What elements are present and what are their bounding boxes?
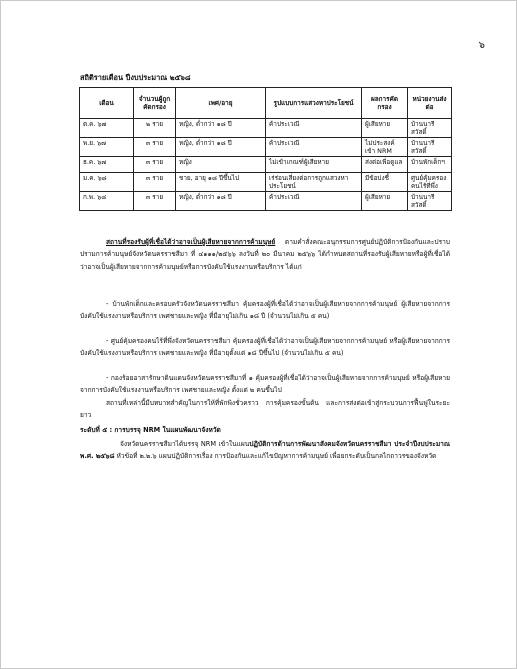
cell-exploitation: ค้าประเวณี <box>266 119 362 138</box>
shelter-item-children-home: - บ้านพักเด็กและครอบครัวจังหวัดนครราชสีมา คุ้มครองผู้ที่เชื่อได้ว่าอาจเป็นผู้เสียหายจากการค้ามนุษย์ ผู้เสียหายจากการบังคับใช้แรงงานหรือบริการ เพศชายและหญิง ที่มีอายุไม่เกิน ๑๘ ปี (จำนวนไม่เกิน ๕ คน) <box>80 300 450 321</box>
shelter-intro-text: ตามคำสั่งคณะอนุกรรมการศูนย์ปฏิบัติการป้องกันและปราบปรามการค้ามนุษย์จังหวัดนครราชสีมา ที่ ๔๑๑๑/๒๕๖๖ ลงวันที่ ๒๐ มีนาคม ๒๕๖๖ ได้กำหนดสถานที่รองรับผู้เสียหายหรือผู้ที่เชื่อได้ว่าอาจเป็นผู้เสียหายจากการค้ามนุษย์หรือการบังคับใช้แรงงานหรือบริการ ได้แก่ <box>80 238 450 271</box>
stats-title: สถิติรายเดือน ปีงบประมาณ ๒๕๖๘ <box>80 73 191 82</box>
header-sex-age: เพศ/อายุ <box>176 88 266 119</box>
level5-paragraph <box>80 438 450 463</box>
shelter-item-volunteer-company: - กองร้อยอาสารักษาดินแดนจังหวัดนครราชสีมาที่ ๑ คุ้มครองผู้ที่เชื่อได้ว่าอาจเป็นผู้เสียหายจากการค้ามนุษย์ หรือผู้เสียหายจากการบังคับใช้แรงงานหรือบริการ เพศชายและหญิง ตั้งแต่ ๒ คนขึ้นไป <box>80 374 450 395</box>
cell-result: ไม่ประสงค์เข้า NRM <box>362 138 408 157</box>
table-row <box>80 138 452 157</box>
cell-sex-age: ชาย, อายุ ๑๘ ปีขึ้นไป <box>176 173 266 192</box>
header-result: ผลการคัดกรอง <box>362 88 408 119</box>
table-header-row <box>80 88 452 119</box>
cell-month: ธ.ค. ๖๗ <box>80 157 134 173</box>
page-number: ๖ <box>478 40 485 51</box>
cell-month: ก.พ. ๖๘ <box>80 192 134 211</box>
level5-tail: หัวข้อที่ ๒.๒.๖ แผนปฏิบัติการเรื่อง การป้องกันและแก้ไขปัญหาการค้ามนุษย์ เพื่อยกระดับเป็นกลไกถาวรของจังหวัด <box>114 452 437 461</box>
level5-lead: จังหวัดนครราชสีมาได้บรรจุ NRM เข้าในแผน <box>120 440 250 448</box>
cell-exploitation: เร่ร่อนเสี่ยงต่อการถูกแสวงหาประโยชน์ <box>266 173 362 192</box>
header-exploitation: รูปแบบการแสวงหาประโยชน์ <box>266 88 362 119</box>
cell-screened: ๓ ราย <box>134 173 176 192</box>
cell-screened: ๓ ราย <box>134 192 176 211</box>
cell-sex-age: หญิง, ต่ำกว่า ๑๘ ปี <box>176 119 266 138</box>
cell-exploitation: ค้าประเวณี <box>266 192 362 211</box>
table-row <box>80 119 452 138</box>
cell-result: ส่งต่อเพื่อดูแล <box>362 157 408 173</box>
stats-table <box>79 87 452 211</box>
cell-screened: ๓ ราย <box>134 157 176 173</box>
cell-sex-age: หญิง, ต่ำกว่า ๑๘ ปี <box>176 138 266 157</box>
cell-agency: บ้านนารีสวัสดิ์ <box>408 192 452 211</box>
shelter-item-protection-center: - ศูนย์คุ้มครองคนไร้ที่พึ่งจังหวัดนครราชสีมา คุ้มครองผู้ที่เชื่อได้ว่าอาจเป็นผู้เสียหายจากการค้ามนุษย์ หรือผู้เสียหายจากการบังคับใช้แรงงานหรือบริการ เพศชายและหญิง ที่มีอายุตั้งแต่ ๑๘ ปีขึ้นไป (จำนวนไม่เกิน ๕ คน) <box>80 337 450 358</box>
cell-exploitation: ค้าประเวณี <box>266 138 362 157</box>
cell-agency: บ้านพักเด็กฯ <box>408 157 452 173</box>
cell-sex-age: หญิง, ต่ำกว่า ๑๘ ปี <box>176 192 266 211</box>
table-row <box>80 192 452 211</box>
cell-screened: ๓ ราย <box>134 138 176 157</box>
header-screened: จำนวนผู้ถูกคัดกรอง <box>134 88 176 119</box>
shelter-heading: สถานที่รองรับผู้ที่เชื่อได้ว่าอาจเป็นผู้เสียหายจากการค้ามนุษย์ <box>106 238 276 246</box>
level5-heading: ระดับที่ ๕ : การบรรจุ NRM ในแผนพัฒนาจังหวัด <box>80 426 221 434</box>
cell-month: ต.ค. ๖๗ <box>80 119 134 138</box>
cell-agency: บ้านนารีสวัสดิ์ <box>408 119 452 138</box>
table-row <box>80 173 452 192</box>
cell-month: พ.ย. ๖๗ <box>80 138 134 157</box>
cell-result: มีข้อบ่งชี้ <box>362 173 408 192</box>
cell-agency: บ้านนารีสวัสดิ์ <box>408 138 452 157</box>
cell-result: ผู้เสียหาย <box>362 119 408 138</box>
cell-exploitation: ไม่เข้าเกณฑ์ผู้เสียหาย <box>266 157 362 173</box>
shelter-intro-paragraph <box>80 236 450 273</box>
level5-plan-name: ปฏิบัติการด้านการพัฒนาสังคมจังหวัดนครราชสีมา ประจำปีงบประมาณ พ.ศ. ๒๕๖๘ <box>80 440 450 461</box>
cell-screened: ๒ ราย <box>134 119 176 138</box>
table-row <box>80 157 452 173</box>
cell-month: ม.ค. ๖๘ <box>80 173 134 192</box>
cell-result: ผู้เสียหาย <box>362 192 408 211</box>
header-agency: หน่วยงานส่งต่อ <box>408 88 452 119</box>
cell-sex-age: หญิง <box>176 157 266 173</box>
cell-agency: ศูนย์คุ้มครองคนไร้ที่พึ่ง <box>408 173 452 192</box>
header-month: เดือน <box>80 88 134 119</box>
shelter-closing: สถานที่เหล่านี้มีบทบาทสำคัญในการให้ที่พักพิงชั่วคราว การคุ้มครองขั้นต้น และการส่งต่อเข้าสู่กระบวนการฟื้นฟูในระยะยาว <box>80 399 450 420</box>
